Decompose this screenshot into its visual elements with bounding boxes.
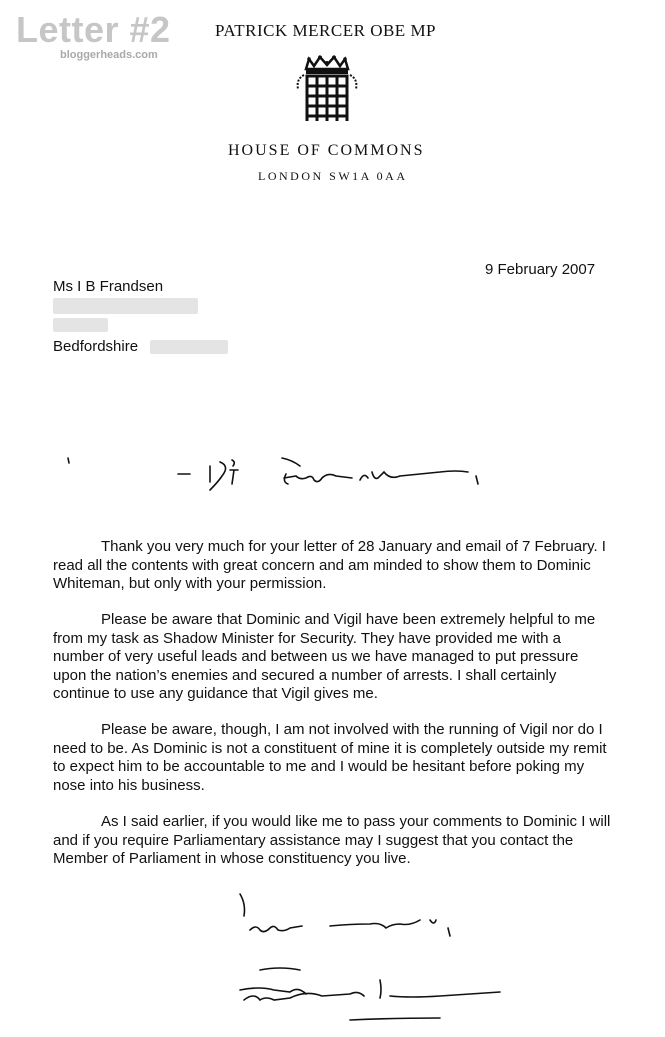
mp-name: PATRICK MERCER OBE MP — [215, 21, 437, 40]
handwritten-salutation — [60, 450, 480, 500]
redacted-town — [53, 318, 108, 332]
body-paragraph-2-text: Please be aware that Dominic and Vigil have been extremely helpful to me from my task as Shadow Minister for Security. They have provided me with a number of very useful leads and between us we have managed to put pressure upon the nation’s enemies and secured a number of arrests. I shall certainly continue to use any guidance that Vigil gives me. — [53, 611, 596, 702]
body-paragraph-2 — [53, 611, 613, 704]
handwritten-signature — [230, 960, 520, 1030]
body-paragraph-1-text: Thank you very much for your letter of 28 January and email of 7 February. I read all the contents with great concern and am minded to show them to Dominic Whiteman, but only with your permission. — [53, 538, 606, 592]
redacted-street — [53, 298, 198, 314]
house-address: LONDON SW1A 0AA — [258, 169, 408, 183]
handwritten-signoff — [230, 890, 460, 940]
body-paragraph-1 — [53, 538, 613, 594]
portcullis-icon — [290, 55, 364, 125]
recipient-name: Ms I B Frandsen — [53, 278, 164, 295]
watermark-title: Letter #2 — [16, 9, 171, 50]
redacted-postcode — [150, 340, 228, 354]
recipient-county: Bedfordshire — [53, 338, 139, 355]
body-paragraph-3 — [53, 721, 613, 795]
body-paragraph-3-text: Please be aware, though, I am not involved with the running of Vigil nor do I need to be. As Dominic is not a constituent of mine it is completely outside my remit to expect him to be accountable to me and I would be hesitant before poking my nose into his business. — [53, 721, 607, 794]
body-paragraph-4 — [53, 813, 613, 869]
letter-date: 9 February 2007 — [485, 261, 596, 278]
body-paragraph-4-text: As I said earlier, if you would like me to pass your comments to Dominic I will and if you require Parliamentary assistance may I suggest that you contact the Member of Parliament in whose constituency you live. — [53, 813, 611, 867]
watermark-subtitle: bloggerheads.com — [60, 49, 158, 61]
house-of-commons-heading: HOUSE OF COMMONS — [228, 142, 425, 159]
